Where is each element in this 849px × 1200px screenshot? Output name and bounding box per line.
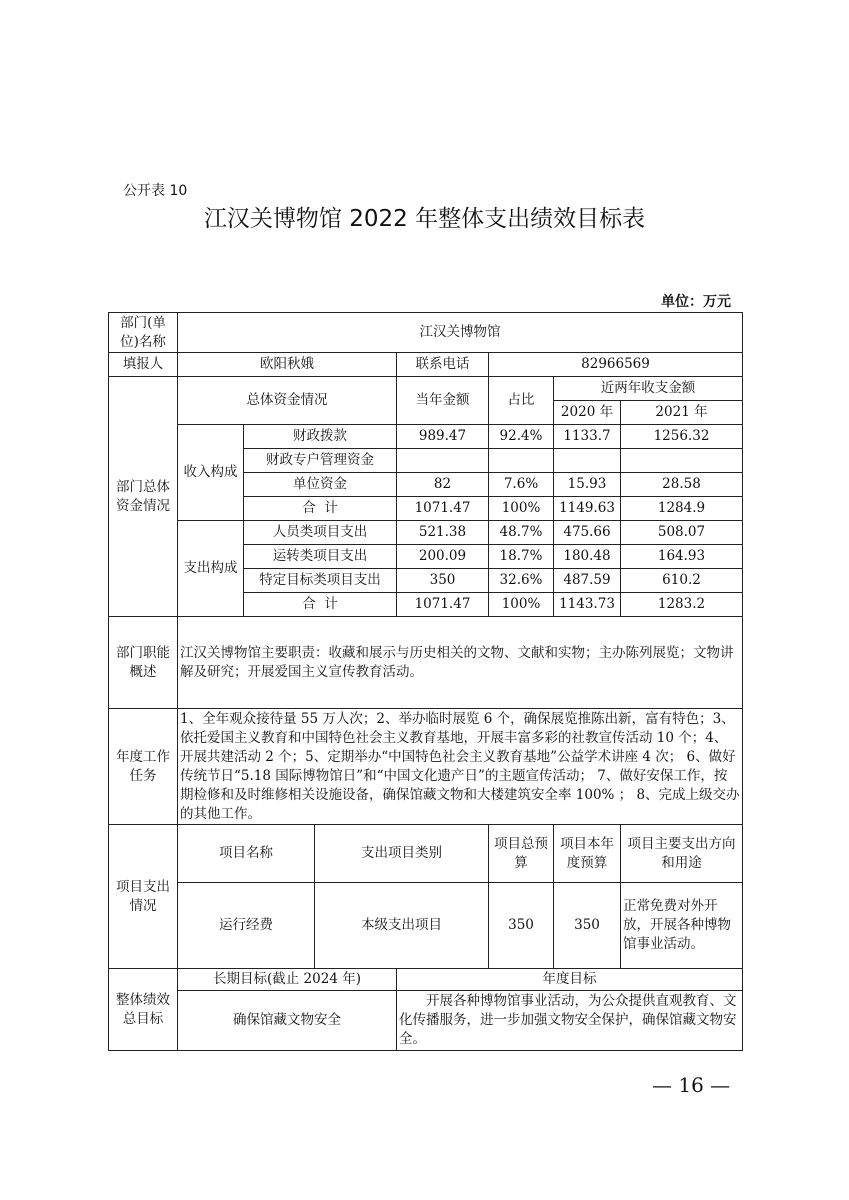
row-current: 350	[397, 569, 489, 593]
annual-goal: 开展各种博物馆事业活动，为公众提供直观教育、文化传播服务，进一步加强文物安全保护，确保馆藏文物安全。	[397, 991, 743, 1051]
page-title: 江汉关博物馆 2022 年整体支出绩效目标表	[203, 206, 646, 232]
col-2020: 2020 年	[554, 401, 621, 425]
row-current: 521.38	[397, 521, 489, 545]
row-name: 特定目标类项目支出	[244, 569, 397, 593]
filler-row	[109, 353, 743, 377]
row-current: 82	[397, 473, 489, 497]
dept-name-value: 江汉关博物馆	[178, 313, 743, 353]
duties-text: 江汉关博物馆主要职责：收藏和展示与历史相关的文物、文献和实物；主办陈列展览；文物讲解及研究；开展爱国主义宣传教育活动。	[178, 617, 743, 709]
col-2021: 2021 年	[621, 401, 743, 425]
page-number: — 16 —	[652, 1073, 731, 1097]
row-2020	[554, 449, 621, 473]
phone-value: 82966569	[489, 353, 743, 377]
duties-row	[109, 617, 743, 709]
row-2020: 487.59	[554, 569, 621, 593]
funds-header-row-1	[109, 377, 743, 401]
project-name: 运行经费	[178, 883, 315, 969]
phone-label: 联系电话	[397, 353, 489, 377]
annual-tasks-row	[109, 709, 743, 825]
row-ratio: 32.6%	[489, 569, 554, 593]
row-name: 单位资金	[244, 473, 397, 497]
col-ratio: 占比	[489, 377, 554, 425]
col-project-purpose: 项目主要支出方向和用途	[621, 825, 743, 883]
row-2021: 508.07	[621, 521, 743, 545]
row-2020: 180.48	[554, 545, 621, 569]
projects-label: 项目支出情况	[109, 825, 178, 969]
row-current: 989.47	[397, 425, 489, 449]
row-ratio: 100%	[489, 593, 554, 617]
long-term-goal-label: 长期目标(截止 2024 年)	[178, 969, 397, 991]
project-purpose: 正常免费对外开放，开展各种博物馆事业活动。	[621, 883, 743, 969]
row-current: 1071.47	[397, 497, 489, 521]
row-ratio: 7.6%	[489, 473, 554, 497]
performance-table	[108, 312, 743, 1051]
project-year: 350	[554, 883, 621, 969]
unit-label: 单位：万元	[661, 294, 731, 310]
project-category: 本级支出项目	[315, 883, 489, 969]
row-2021: 610.2	[621, 569, 743, 593]
income-row	[109, 425, 743, 449]
filler-label: 填报人	[109, 353, 178, 377]
row-current: 200.09	[397, 545, 489, 569]
annual-tasks-label: 年度工作任务	[109, 709, 178, 825]
funds-section-label: 部门总体资金情况	[109, 377, 178, 617]
annual-tasks-text: 1、全年观众接待量 55 万人次；2、举办临时展览 6 个，确保展览推陈出新，富有特色；3、依托爱国主义教育和中国特色社会主义教育基地，开展丰富多彩的社教宣传活动 10 个；4、开展共建活动 2 个；5、定期举办“中国特色社会主义教育基地”公益学术讲座 4 次； 6、做好传统节日“5.18 国际博物馆日”和“中国文化遗产日”的主题宣传活动； 7、做好安保工作，按期检修和及时维修相关设施设备，确保馆藏文物和大楼建筑安全率 100% ； 8、完成上级交办的其他工作。	[178, 709, 743, 825]
income-label: 收入构成	[178, 425, 244, 521]
row-current	[397, 449, 489, 473]
duties-label: 部门职能概述	[109, 617, 178, 709]
expense-label: 支出构成	[178, 521, 244, 617]
goals-header-row	[109, 969, 743, 991]
projects-header-row	[109, 825, 743, 883]
row-2020: 15.93	[554, 473, 621, 497]
col-project-year: 项目本年度预算	[554, 825, 621, 883]
row-2020: 1133.7	[554, 425, 621, 449]
goals-label: 整体绩效总目标	[109, 969, 178, 1051]
row-name: 运转类项目支出	[244, 545, 397, 569]
expense-row	[109, 521, 743, 545]
overall-funds-label: 总体资金情况	[178, 377, 397, 425]
row-2020: 1143.73	[554, 593, 621, 617]
goals-row	[109, 991, 743, 1051]
col-two-years: 近两年收支金额	[554, 377, 743, 401]
row-ratio: 92.4%	[489, 425, 554, 449]
row-2021: 28.58	[621, 473, 743, 497]
row-ratio	[489, 449, 554, 473]
row-ratio: 100%	[489, 497, 554, 521]
row-2021: 1256.32	[621, 425, 743, 449]
filler-value: 欧阳秋娥	[178, 353, 397, 377]
row-ratio: 48.7%	[489, 521, 554, 545]
table-tag: 公开表 10	[123, 183, 188, 199]
row-2021: 1283.2	[621, 593, 743, 617]
col-project-category: 支出项目类别	[315, 825, 489, 883]
dept-name-label: 部门(单位)名称	[109, 313, 178, 353]
row-2021	[621, 449, 743, 473]
annual-goal-label: 年度目标	[397, 969, 743, 991]
row-name: 合 计	[244, 593, 397, 617]
col-project-name: 项目名称	[178, 825, 315, 883]
row-ratio: 18.7%	[489, 545, 554, 569]
dept-name-row	[109, 313, 743, 353]
project-total: 350	[489, 883, 554, 969]
col-project-total: 项目总预算	[489, 825, 554, 883]
row-2021: 164.93	[621, 545, 743, 569]
row-name: 人员类项目支出	[244, 521, 397, 545]
row-name: 财政专户管理资金	[244, 449, 397, 473]
row-2021: 1284.9	[621, 497, 743, 521]
row-name: 合 计	[244, 497, 397, 521]
row-2020: 1149.63	[554, 497, 621, 521]
row-name: 财政拨款	[244, 425, 397, 449]
row-2020: 475.66	[554, 521, 621, 545]
row-current: 1071.47	[397, 593, 489, 617]
project-row	[109, 883, 743, 969]
col-current-amount: 当年金额	[397, 377, 489, 425]
long-term-goal: 确保馆藏文物安全	[178, 991, 397, 1051]
